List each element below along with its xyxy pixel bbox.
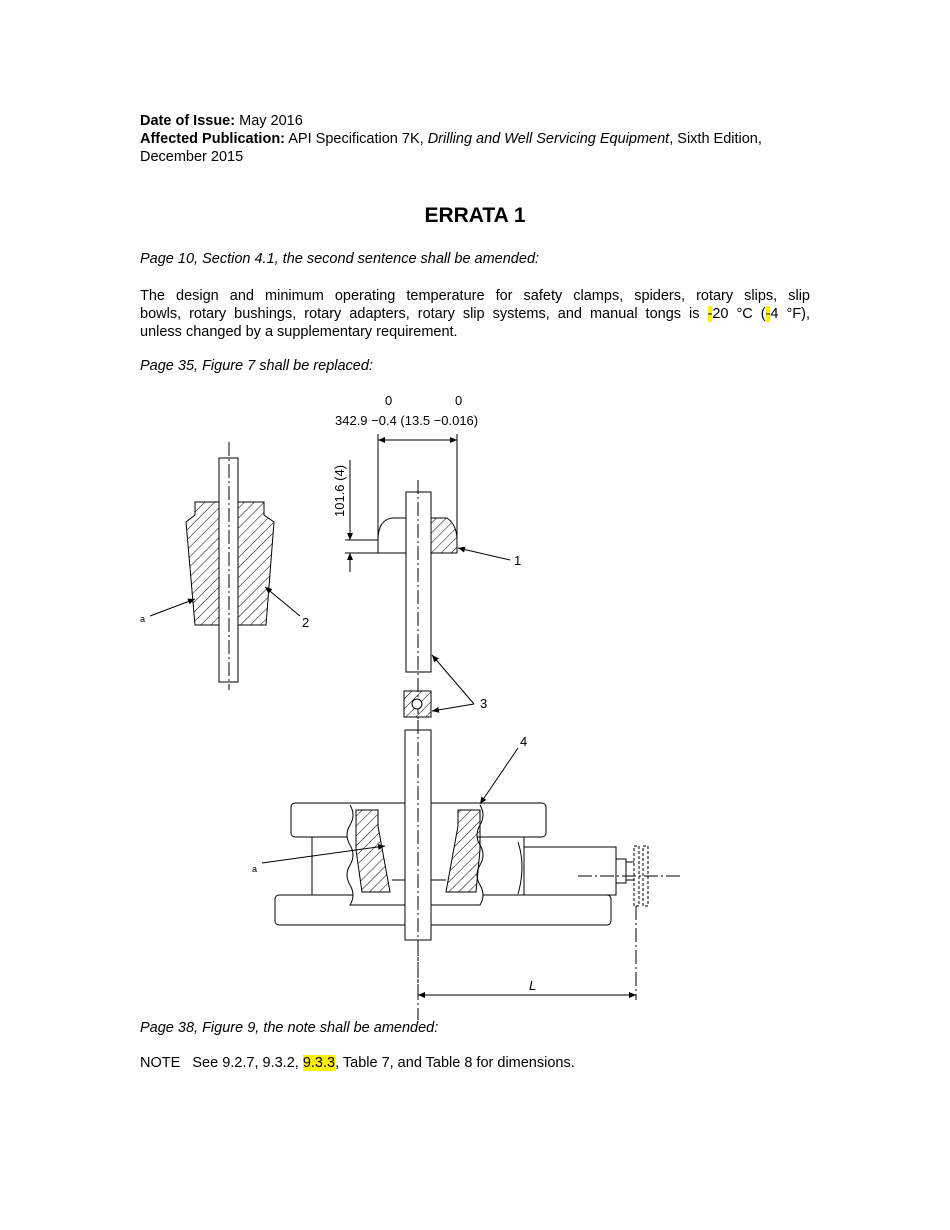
amendment-paragraph bbox=[140, 287, 810, 341]
note-text-pre: See 9.2.7, 9.3.2, bbox=[192, 1055, 303, 1071]
callout-1: 1 bbox=[514, 553, 522, 568]
publication-line bbox=[140, 130, 762, 148]
figure-7-drawing bbox=[0, 380, 950, 1020]
publication-label: Affected Publication: bbox=[140, 131, 286, 147]
note-text-post: , Table 7, and Table 8 for dimensions. bbox=[335, 1055, 575, 1071]
section-heading-2: Page 35, Figure 7 shall be replaced: bbox=[140, 358, 373, 374]
callout-4: 4 bbox=[520, 734, 528, 749]
amendment-line-2-text: bowls, rotary bushings, rotary adapters, rotary slip systems, and manual tongs is bbox=[140, 306, 708, 322]
section-heading-3: Page 38, Figure 9, the note shall be amended: bbox=[140, 1020, 439, 1036]
amendment-line-3: unless changed by a supplementary requirement. bbox=[140, 324, 458, 340]
note-label: NOTE bbox=[140, 1055, 181, 1071]
temp-fahrenheit: 4 °F), bbox=[770, 306, 811, 322]
publication-prefix: API Specification 7K, bbox=[288, 131, 424, 147]
highlight-minus-celsius: - bbox=[707, 306, 713, 322]
dimension-L: L bbox=[529, 978, 537, 993]
publication-date: December 2015 bbox=[140, 149, 244, 165]
section-heading-1: Page 10, Section 4.1, the second sentence shall be amended: bbox=[140, 251, 540, 267]
dimension-side: 101.6 (4) bbox=[332, 464, 347, 517]
tolerance-upper-2: 0 bbox=[455, 393, 463, 408]
note-line bbox=[140, 1055, 575, 1071]
callout-a-left: a bbox=[140, 614, 146, 624]
callout-2: 2 bbox=[302, 615, 310, 630]
tolerance-upper-1: 0 bbox=[385, 393, 393, 408]
publication-title: Drilling and Well Servicing Equipment bbox=[427, 131, 670, 147]
publication-suffix: , Sixth Edition, bbox=[669, 131, 762, 147]
highlight-minus-fahrenheit: - bbox=[765, 306, 771, 322]
page-title: ERRATA 1 bbox=[424, 204, 526, 227]
note-highlight: 9.3.3 bbox=[302, 1055, 336, 1071]
temp-celsius: 20 °C ( bbox=[712, 306, 766, 322]
amendment-line-1: The design and minimum operating temperature for safety clamps, spiders, rotary slips, slip bbox=[140, 288, 810, 304]
amendment-line-2 bbox=[140, 305, 810, 323]
dimension-top: 342.9 −0.4 (13.5 −0.016) bbox=[335, 413, 479, 428]
issue-date-label: Date of Issue: bbox=[140, 113, 236, 129]
issue-date-value: May 2016 bbox=[239, 113, 303, 129]
issue-date-line bbox=[140, 112, 303, 130]
callout-3: 3 bbox=[480, 696, 488, 711]
callout-a-lower: a bbox=[252, 864, 258, 874]
rotary-table-assembly bbox=[262, 720, 680, 1000]
left-slip-detail bbox=[150, 442, 300, 690]
